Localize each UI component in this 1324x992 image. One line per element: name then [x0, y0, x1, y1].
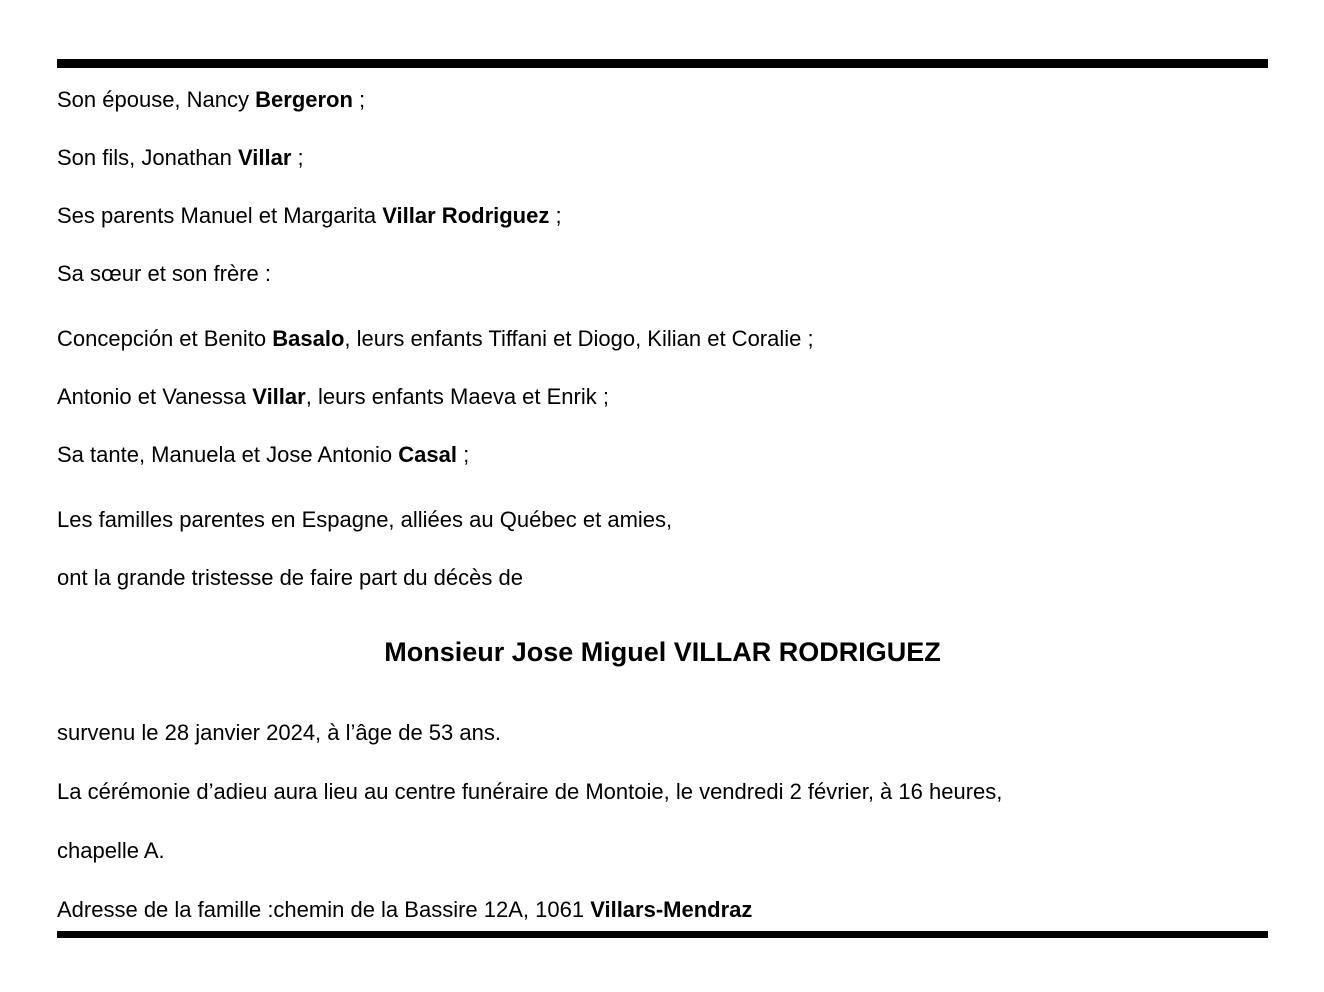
line-text: ont la grande tristesse de faire part du décès de: [57, 565, 523, 590]
line-bold-name: Basalo: [272, 326, 345, 351]
line-text: ;: [549, 203, 562, 228]
bottom-divider: [57, 931, 1268, 938]
line-text: ;: [352, 87, 366, 112]
line-bold-name: Bergeron: [255, 87, 353, 112]
line-bold-name: Villar: [238, 145, 292, 170]
line-bold-name: Villar: [252, 384, 306, 409]
line-text: Concepción et Benito: [57, 326, 273, 351]
family-line: [57, 383, 1268, 411]
funeral-line: [57, 719, 1268, 747]
line-text: Son épouse, Nancy: [57, 87, 256, 112]
line-text: ;: [456, 442, 470, 467]
deceased-name-title: Monsieur Jose Miguel VILLAR RODRIGUEZ: [384, 637, 941, 667]
family-line: [57, 441, 1268, 469]
family-line: [57, 86, 1268, 114]
line-text: chapelle A.: [57, 838, 165, 863]
top-divider: [57, 59, 1268, 68]
family-line: [57, 564, 1268, 592]
line-text: Son fils, Jonathan: [57, 145, 239, 170]
line-bold-name: Villars-Mendraz: [590, 897, 753, 922]
line-text: , leurs enfants Maeva et Enrik ;: [305, 384, 609, 409]
family-line: [57, 325, 1268, 353]
line-text: Antonio et Vanessa: [57, 384, 253, 409]
line-text: ;: [291, 145, 304, 170]
line-bold-name: Casal: [398, 442, 457, 467]
funeral-line: [57, 896, 1268, 924]
family-line: [57, 202, 1268, 230]
funeral-section: [57, 719, 1268, 924]
line-text: Ses parents Manuel et Margarita: [57, 203, 383, 228]
family-line: [57, 260, 1268, 288]
family-line: [57, 506, 1268, 534]
line-bold-name: Villar Rodriguez: [382, 203, 550, 228]
line-text: La cérémonie d’adieu aura lieu au centre funéraire de Montoie, le vendredi 2 février, à 16 heures,: [57, 779, 1003, 804]
family-line: [57, 144, 1268, 172]
line-text: Les familles parentes en Espagne, alliées au Québec et amies,: [57, 507, 673, 532]
line-text: Sa sœur et son frère :: [57, 261, 271, 286]
line-text: Sa tante, Manuela et Jose Antonio: [57, 442, 399, 467]
line-text: survenu le 28 janvier 2024, à l’âge de 53 ans.: [57, 720, 501, 745]
line-text: Adresse de la famille :chemin de la Bassire 12A, 1061: [57, 897, 591, 922]
line-text: , leurs enfants Tiffani et Diogo, Kilian et Coralie ;: [344, 326, 814, 351]
funeral-line: [57, 778, 1268, 806]
family-section: [57, 86, 1268, 592]
funeral-line: [57, 837, 1268, 865]
